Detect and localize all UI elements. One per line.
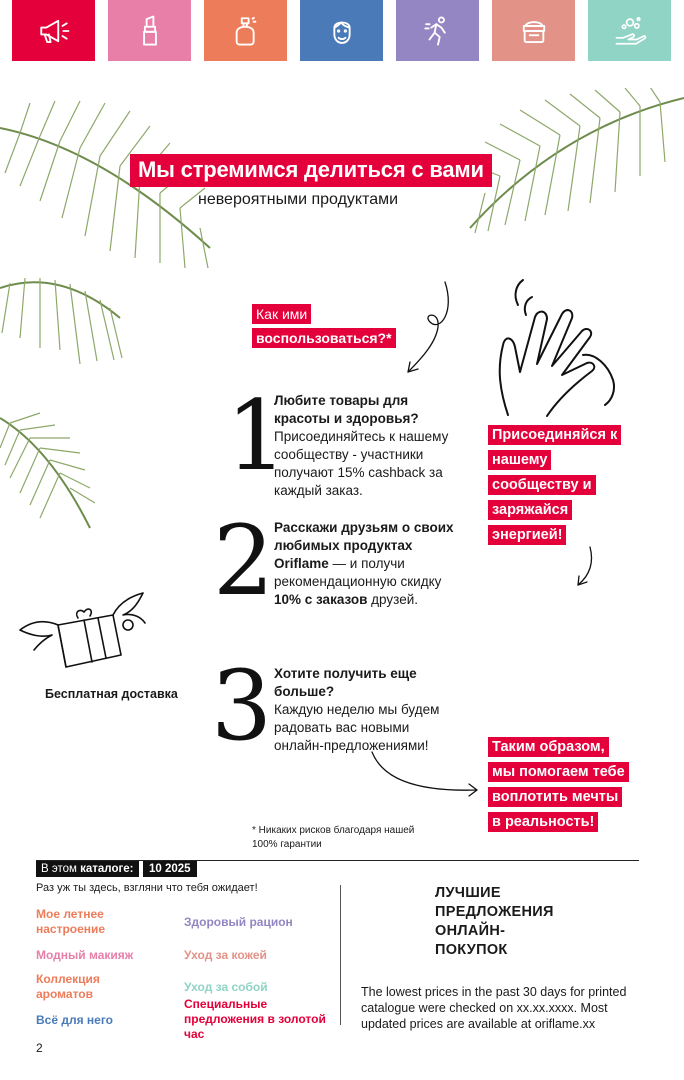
toc-left-0-a: Мое летнее xyxy=(36,907,104,921)
step-3-number: 3 xyxy=(211,650,273,762)
step-2-text xyxy=(274,519,454,609)
free-delivery-label: Бесплатная доставка xyxy=(45,687,178,701)
man-face-icon xyxy=(325,14,359,48)
tile-fragrance[interactable] xyxy=(204,0,287,61)
column-divider xyxy=(340,885,341,1025)
step-2-body-b: рекомендационную скидку xyxy=(274,574,442,589)
perfume-icon xyxy=(229,14,263,48)
toc-left-2[interactable] xyxy=(36,972,100,1002)
step-1-body-0: Присоединяйтесь к нашему xyxy=(274,429,449,444)
join-line-1: нашему xyxy=(488,450,551,470)
how-to-use-line1: Как ими xyxy=(252,304,311,324)
step-2-brand: Oriflame xyxy=(274,556,329,571)
best-offers-line-2: ОНЛАЙН- xyxy=(435,923,506,939)
waving-hand-icon xyxy=(488,275,638,435)
step-2-number: 2 xyxy=(213,505,275,617)
best-offers-title xyxy=(435,884,554,960)
lipstick-icon xyxy=(133,14,167,48)
join-line-4: энергией! xyxy=(488,525,566,545)
arrow-right-icon xyxy=(370,750,490,800)
best-offers-line-3: ПОКУПОК xyxy=(435,942,508,958)
catalog-label-prefix: В этом xyxy=(41,863,81,875)
step-2-body-a: — и получи xyxy=(328,556,405,571)
tile-makeup[interactable] xyxy=(108,0,191,61)
toc-left-0-b: настроение xyxy=(36,922,106,936)
toc-left-0[interactable] xyxy=(36,907,105,937)
how-to-use-line2: воспользоваться?* xyxy=(252,328,396,348)
step-3-body-2: онлайн-предложениями! xyxy=(274,738,429,753)
footnote-line-0: * Никаких рисков благодаря нашей xyxy=(252,825,415,836)
join-line-3: заряжайся xyxy=(488,500,572,520)
catalog-label-bold: каталоге: xyxy=(80,863,134,875)
footnote xyxy=(252,824,414,852)
join-community-box xyxy=(488,425,621,550)
step-3-body-1: радовать вас новыми xyxy=(274,720,410,735)
tile-self-care[interactable] xyxy=(588,0,671,61)
step-1-body-3: каждый заказ. xyxy=(274,483,363,498)
dream-line-3: в реальность! xyxy=(488,812,598,832)
step-3-body-0: Каждую неделю мы будем xyxy=(274,702,440,717)
curly-arrow-icon xyxy=(400,280,460,380)
winged-gift-box-icon xyxy=(18,590,158,680)
step-1-text xyxy=(274,392,448,500)
toc-right-0[interactable]: Здоровый рацион xyxy=(184,915,293,929)
step-1-body-1: сообществу - участники xyxy=(274,447,424,462)
join-line-0: Присоединяйся к xyxy=(488,425,621,445)
toc-right-3[interactable] xyxy=(184,997,326,1042)
step-2-body-c: друзей. xyxy=(367,592,418,607)
dream-box xyxy=(488,737,629,837)
step-2-discount: 10% с заказов xyxy=(274,592,368,607)
toc-right-2[interactable]: Уход за собой xyxy=(184,980,268,994)
how-to-use-label xyxy=(252,304,396,348)
subheadline: невероятными продуктами xyxy=(198,191,399,208)
best-offers-line-0: ЛУЧШИЕ xyxy=(435,885,501,901)
step-2-title-a: Расскажи друзьям о своих xyxy=(274,520,454,535)
tile-megaphone[interactable] xyxy=(12,0,95,61)
hand-bubbles-icon xyxy=(613,14,647,48)
running-person-icon xyxy=(421,14,455,48)
step-3-title-a: Хотите получить еще xyxy=(274,666,417,681)
toc-left-1[interactable]: Модный макияж xyxy=(36,948,134,962)
catalog-issue: 10 2025 xyxy=(143,861,197,877)
arrow-down-icon xyxy=(570,545,600,590)
step-3-title-b: больше? xyxy=(274,684,335,699)
dream-line-1: мы помогаем тебе xyxy=(488,762,629,782)
step-1-title-b: красоты и здоровья? xyxy=(274,411,419,426)
toc-right-1[interactable]: Уход за кожей xyxy=(184,948,267,962)
catalog-label xyxy=(36,861,139,877)
dream-line-2: воплотить мечты xyxy=(488,787,622,807)
best-offers-note: The lowest prices in the past 30 days for printed catalogue were checked on xx.xx.xxxx. Most updated prices are available at oriflame.xx xyxy=(361,985,627,1031)
toc-left-2-b: ароматов xyxy=(36,987,93,1001)
megaphone-icon xyxy=(37,14,71,48)
page-number: 2 xyxy=(36,1041,43,1055)
toc-right-3-a: Специальные xyxy=(184,997,268,1011)
tile-for-him[interactable] xyxy=(300,0,383,61)
join-line-2: сообществу и xyxy=(488,475,596,495)
toc-right-3-b: предложения в золотой xyxy=(184,1012,326,1026)
headline: Мы стремимся делиться с вами xyxy=(130,154,492,187)
toc-right-3-c: час xyxy=(184,1027,205,1041)
step-1-body-2: получают 15% cashback за xyxy=(274,465,443,480)
catalog-intro: Раз уж ты здесь, взгляни что тебя ожидает! xyxy=(36,882,258,894)
toc-left-3[interactable]: Всё для него xyxy=(36,1013,114,1027)
step-1-title-a: Любите товары для xyxy=(274,393,409,408)
step-3-text xyxy=(274,665,439,755)
best-offers-line-1: ПРЕДЛОЖЕНИЯ xyxy=(435,904,554,920)
tile-skincare[interactable] xyxy=(492,0,575,61)
footnote-line-1: 100% гарантии xyxy=(252,839,322,850)
dream-line-0: Таким образом, xyxy=(488,737,609,757)
tile-wellness[interactable] xyxy=(396,0,479,61)
category-tiles xyxy=(0,0,684,61)
step-2-title-b: любимых продуктах xyxy=(274,538,413,553)
step-1-number: 1 xyxy=(226,380,288,492)
toc-left-2-a: Коллекция xyxy=(36,972,100,986)
cream-jar-icon xyxy=(517,14,551,48)
